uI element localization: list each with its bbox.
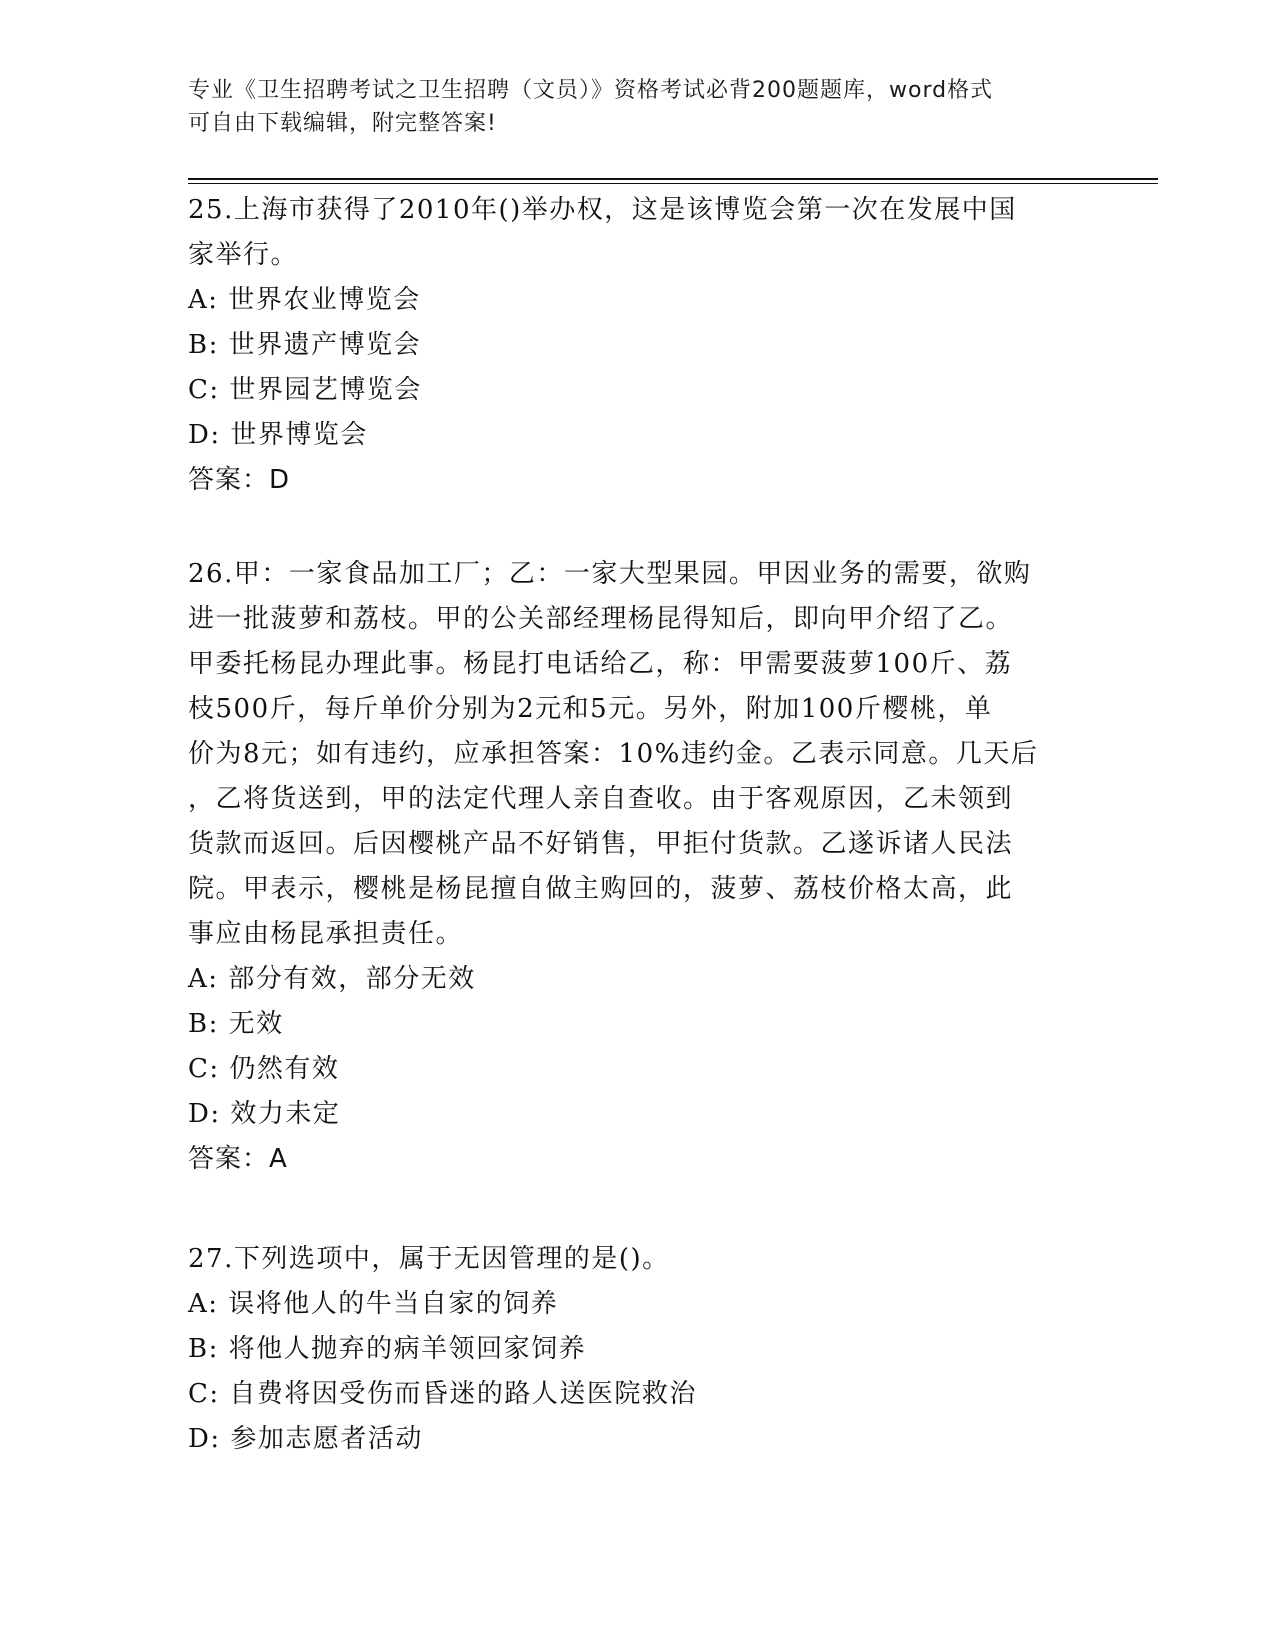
- option-d: D: 效力未定: [188, 1099, 341, 1129]
- stem-line: 进一批菠萝和荔枝。甲的公关部经理杨昆得知后，即向甲介绍了乙。: [188, 604, 1014, 634]
- option-c: C: 世界园艺博览会: [188, 375, 422, 405]
- question-27: [188, 1237, 1088, 1462]
- question-stem: [188, 1237, 1088, 1282]
- option-a: A: 误将他人的牛当自家的饲养: [188, 1289, 559, 1319]
- stem-line: 甲委托杨昆办理此事。杨昆打电话给乙，称：甲需要菠萝100斤、荔: [188, 649, 1013, 679]
- stem-line: 26.甲：一家食品加工厂；乙：一家大型果园。甲因业务的需要，欲购: [188, 559, 1032, 589]
- option-b: B: 将他人抛弃的病羊领回家饲养: [188, 1334, 587, 1364]
- answer: 答案：D: [188, 465, 291, 495]
- stem-line: 事应由杨昆承担责任。: [188, 919, 464, 949]
- option-c: C: 仍然有效: [188, 1054, 340, 1084]
- page-header: [188, 74, 1068, 140]
- option-b: B: 无效: [188, 1009, 284, 1039]
- stem-line: 枝500斤，每斤单价分别为2元和5元。另外，附加100斤樱桃，单: [188, 694, 993, 724]
- header-rule-thick: [188, 178, 1158, 180]
- option-a: A: 世界农业博览会: [188, 285, 421, 315]
- question-stem: [188, 552, 1088, 957]
- option-a: A: 部分有效，部分无效: [188, 964, 476, 994]
- stem-line: 院。甲表示，樱桃是杨昆擅自做主购回的，菠萝、荔枝价格太高，此: [188, 874, 1014, 904]
- stem-line: 价为8元；如有违约，应承担答案：10%违约金。乙表示同意。几天后: [188, 739, 1039, 769]
- answer: 答案：A: [188, 1144, 288, 1174]
- option-c: C: 自费将因受伤而昏迷的路人送医院救治: [188, 1379, 697, 1409]
- question-25: [188, 188, 1088, 503]
- stem-line: ，乙将货送到，甲的法定代理人亲自查收。由于客观原因，乙未领到: [188, 784, 1014, 814]
- header-line: 专业《卫生招聘考试之卫生招聘（文员）》资格考试必背200题题库，word格式: [188, 78, 994, 103]
- option-b: B: 世界遗产博览会: [188, 330, 422, 360]
- option-d: D: 参加志愿者活动: [188, 1424, 423, 1454]
- stem-line: 27.下列选项中，属于无因管理的是()。: [188, 1244, 670, 1274]
- header-line: 可自由下载编辑，附完整答案!: [188, 111, 497, 136]
- option-d: D: 世界博览会: [188, 420, 368, 450]
- stem-line: 货款而返回。后因樱桃产品不好销售，甲拒付货款。乙遂诉诸人民法: [188, 829, 1014, 859]
- stem-line: 25.上海市获得了2010年()举办权，这是该博览会第一次在发展中国: [188, 195, 1017, 225]
- question-stem: [188, 188, 1088, 278]
- question-26: [188, 552, 1088, 1182]
- stem-line: 家举行。: [188, 240, 299, 270]
- header-rule-thin: [188, 183, 1158, 184]
